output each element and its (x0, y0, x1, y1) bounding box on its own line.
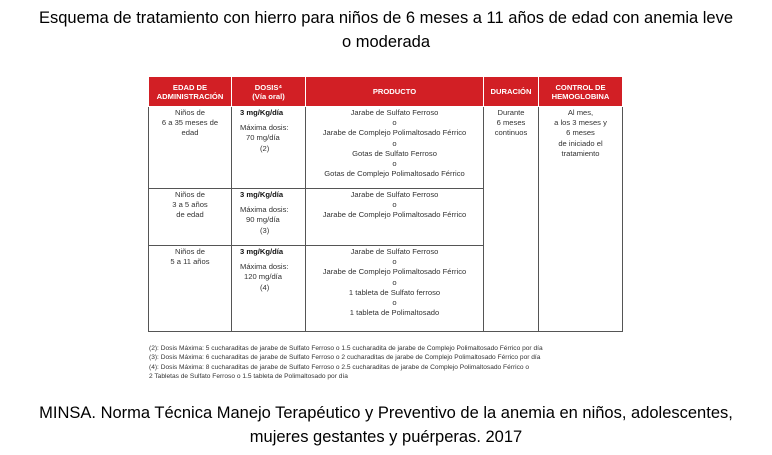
footnote: (4): Dosis Máxima: 8 cucharaditas de jarabe de Sulfato Ferroso o 2.5 cucharaditas de jarabe de Complejo Polimaltosado Férrico o (149, 363, 530, 371)
cell-producto: Jarabe de Sulfato Ferroso o Jarabe de Complejo Polimaltosado Férrico o Gotas de Sulfato Ferroso o Gotas de Complejo Polimaltosado Férrico (306, 107, 484, 189)
cell-duracion: Durante 6 meses continuos (484, 107, 539, 332)
cell-edad: Niños de 6 a 35 meses de edad (149, 107, 232, 189)
header-control: CONTROL DE HEMOGLOBINA (539, 77, 623, 107)
treatment-table (148, 76, 623, 332)
header-edad: EDAD DE ADMINISTRACIÓN (149, 77, 232, 107)
header-producto: PRODUCTO (306, 77, 484, 107)
cell-dosis: 3 mg/Kg/día Máxima dosis: 90 mg/día (3) (232, 189, 306, 246)
title-line-2: o moderada (341, 33, 431, 51)
source-line-1: MINSA. Norma Técnica Manejo Terapéutico y Preventivo de la anemia en niños, adolescentes, (39, 404, 733, 422)
cell-edad: Niños de 5 a 11 años (149, 246, 232, 332)
title-line-1: Esquema de tratamiento con hierro para niños de 6 meses a 11 años de edad con anemia leve (38, 9, 734, 27)
cell-edad: Niños de 3 a 5 años de edad (149, 189, 232, 246)
footnote: (3): Dosis Máxima: 6 cucharaditas de jarabe de Sulfato Ferroso o 2 cucharaditas de jarabe de Complejo Polimaltosado Férrico por día (149, 354, 541, 362)
cell-producto: Jarabe de Sulfato Ferroso o Jarabe de Complejo Polimaltosado Férrico o 1 tableta de Sulfato ferroso o 1 tableta de Polimaltosado (306, 246, 484, 332)
cell-producto: Jarabe de Sulfato Ferroso o Jarabe de Complejo Polimaltosado Férrico (306, 189, 484, 246)
table-footnotes (149, 344, 629, 382)
cell-dosis: 3 mg/Kg/día Máxima dosis: 70 mg/día (2) (232, 107, 306, 189)
footnote: (2): Dosis Máxima: 5 cucharaditas de jarabe de Sulfato Ferroso o 1.5 cucharadita de jarabe de Complejo Polimaltosado Férrico por día (149, 345, 543, 352)
footnote: 2 Tabletas de Sulfato Ferroso o 1.5 tableta de Polimaltosado por día (149, 373, 348, 381)
header-dosis: DOSIS⁴ (Vía oral) (232, 77, 306, 107)
source-citation (0, 401, 772, 449)
header-duracion: DURACIÓN (484, 77, 539, 107)
cell-dosis: 3 mg/Kg/día Máxima dosis: 120 mg/día (4) (232, 246, 306, 332)
source-line-2: mujeres gestantes y puérperas. 2017 (249, 428, 523, 446)
table-row (149, 107, 623, 189)
document-title (0, 6, 772, 54)
cell-control: Al mes, a los 3 meses y 6 meses de iniciado el tratamiento (539, 107, 623, 332)
table-header-row (149, 77, 623, 107)
